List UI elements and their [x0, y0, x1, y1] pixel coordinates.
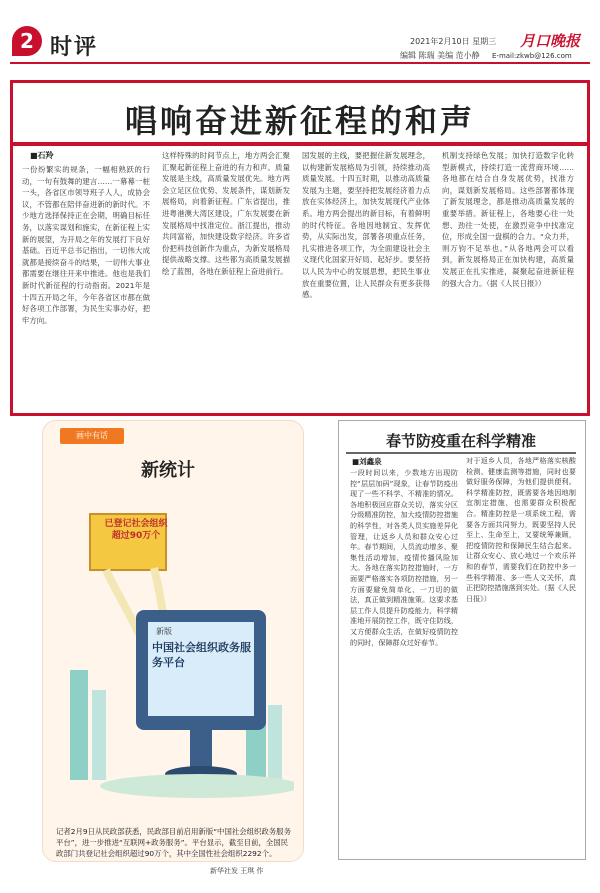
building-shape: [70, 670, 88, 780]
card-tag: 画中有话: [60, 428, 124, 444]
page-number-badge: 2: [12, 26, 42, 56]
contact-email: E-mail:zkwb@126.com: [492, 52, 572, 60]
monitor-stand: [190, 730, 212, 770]
headline-rule: [12, 142, 587, 146]
issue-date: 2021年2月10日 星期三: [410, 37, 497, 46]
right-article-title: 春节防疫重在科学精准: [385, 432, 536, 450]
editor-credit: 编辑 陈瑞 美编 范小静: [400, 51, 480, 60]
screen-title: 中国社会组织政务服务平台: [152, 641, 251, 669]
screen-label: 新版: [156, 627, 172, 636]
newspaper-logo: 月口晚报: [520, 32, 581, 50]
building-shape: [92, 690, 106, 780]
cartoon-caption: 记者2月9日从民政部获悉，民政部目前启用新版“中国社会组织政务服务平台”，进一步推进“互联网+政务服务”。平台显示，截至目前，全国民政部门共登记社会组织超过90万个，其中全国性社会组织2292个。: [56, 827, 291, 858]
top-article-column-3: 国发展的主线，要把握住新发展理念，以构建新发展格局为引领，持续推动高质量发展。十四五时期，以推动高质量发展为主题，要坚持把发展经济着力点放在实体经济上，加快发展现代产业体系。地方两会提出的新目标，有着鲜明的时代特征。各地因地制宜、发挥优势，从实际出发，部署各项重点任务，扎实推进各项工作，为全面建设社会主义现代化国家开好局、起好步。要坚持以人民为中心的发展思想，把民生事业放在重要位置，让人民群众有更多获得感。: [302, 151, 430, 300]
top-article-column-1: 一份纷繁实的规条，一幅相熟跃的行动，一句有鼓舞的建言……一幕幕一桩一头，各省区市领导班子人人，成协会议，不管都在陪伴奋进新的新时代。不少地方选择保持正在会期，明确目标任务，以落实谋划和施实，在新征程上实新的展望，为开局之年的发展打下良好基础。百近平总书记指出，一切伟大成就都是接续奋斗的结果，一切伟大事业都需要在继往开来中推进。他也是我们新时代新征程的行动指南。2021年是十四五开局之年，今年各省区市都在做好各项工作部署，为民生实事办好，把牢方向。: [22, 165, 150, 325]
right-title-rule: [346, 452, 576, 454]
top-article-byline: ■石羚: [30, 151, 54, 160]
section-title: 时评: [50, 35, 99, 60]
header-rule: [10, 62, 590, 64]
right-article-column-1: 一段时间以来，少数地方出现防控“层层加码”现象，让春节防疫出现了一些不科学、不精准的情况。各地积极回应群众关切，落实分区分级精准防控，加大疫情防控措施的科学性，对各类人员实施差异化管理，让返乡人员和群众安心过年。春节期间，人员流动增多、聚集性活动增加，疫情传播风险加大。各地在落实防控措施时，一方面要严格落实各项防控措施，另一方面要避免简单化、一刀切的做法，真正做到精准施策。这要求基层工作人员提升防疫能力，科学精准地开展防控工作，既守住防线，又方便群众生活，在做好疫情防控的同时，保障群众过好春节。: [350, 468, 458, 647]
top-article-column-2: 这样特殊的时间节点上，地方两会汇聚汇聚起新征程上奋进的有力和声。质量发展是主线，高质量发展优先。地方两会立足区位优势、发展条件，谋划新发展格局，向着新征程。广东省提出，推进粤港澳大湾区建设，广东发展要在新发展格局中找准定位。浙江提出，推动共同富裕，加快建设数字经济。许多省份把科技创新作为重点，为新发展格局提供战略支撑。这些都为高质量发展描绘了蓝图，各地在新征程上奋进前行。: [162, 151, 290, 276]
building-shape: [268, 705, 282, 780]
right-article-column-2: 对于返乡人员，各地严格落实核酸检测、健康监测等措施，同时也要做好服务保障，为他们提供便利。科学精准防控，既需要各地因地制宜制定措施，也需要群众积极配合。精准防控是一项系统工程，需要各方面共同努力，既要坚持人民至上、生命至上，又要统筹兼顾，把疫情防控和保障民生结合起来。让群众安心、放心地过一个欢乐祥和的春节，需要我们在防控中多一些科学精准、多一些人文关怀，真正把防控措施落到实处。（据《人民日报》）: [466, 456, 576, 603]
ground-shape: [100, 774, 294, 798]
card-title: 新统计: [141, 460, 195, 481]
cartoon-credit: 新华社发 王琪 作: [210, 867, 264, 875]
top-article-headline: 唱响奋进新征程的和声: [124, 102, 475, 140]
top-article-column-4: 机制支持绿色发展；加快打造数字化转型新模式，持续打造一流营商环境……各地都在结合自身发展优势，找准方向，谋划新发展格局。这些部署都体现了新发展理念，都是推动高质量发展的重要举措。新征程上，各地要心往一处想、劲往一处使，在激烈竞争中找准定位，形成全国一盘棋的合力。“众力并，则万钧不足举也。”从各地两会可以看到，新发展格局正在加快构建，高质量发展正在扎实推进，凝聚起奋进新征程的强大合力。（据《人民日报》）: [442, 151, 574, 288]
right-article-byline: ■刘鑫泉: [352, 457, 382, 466]
sign-text: 已登记社会组织超过90万个: [104, 519, 168, 541]
